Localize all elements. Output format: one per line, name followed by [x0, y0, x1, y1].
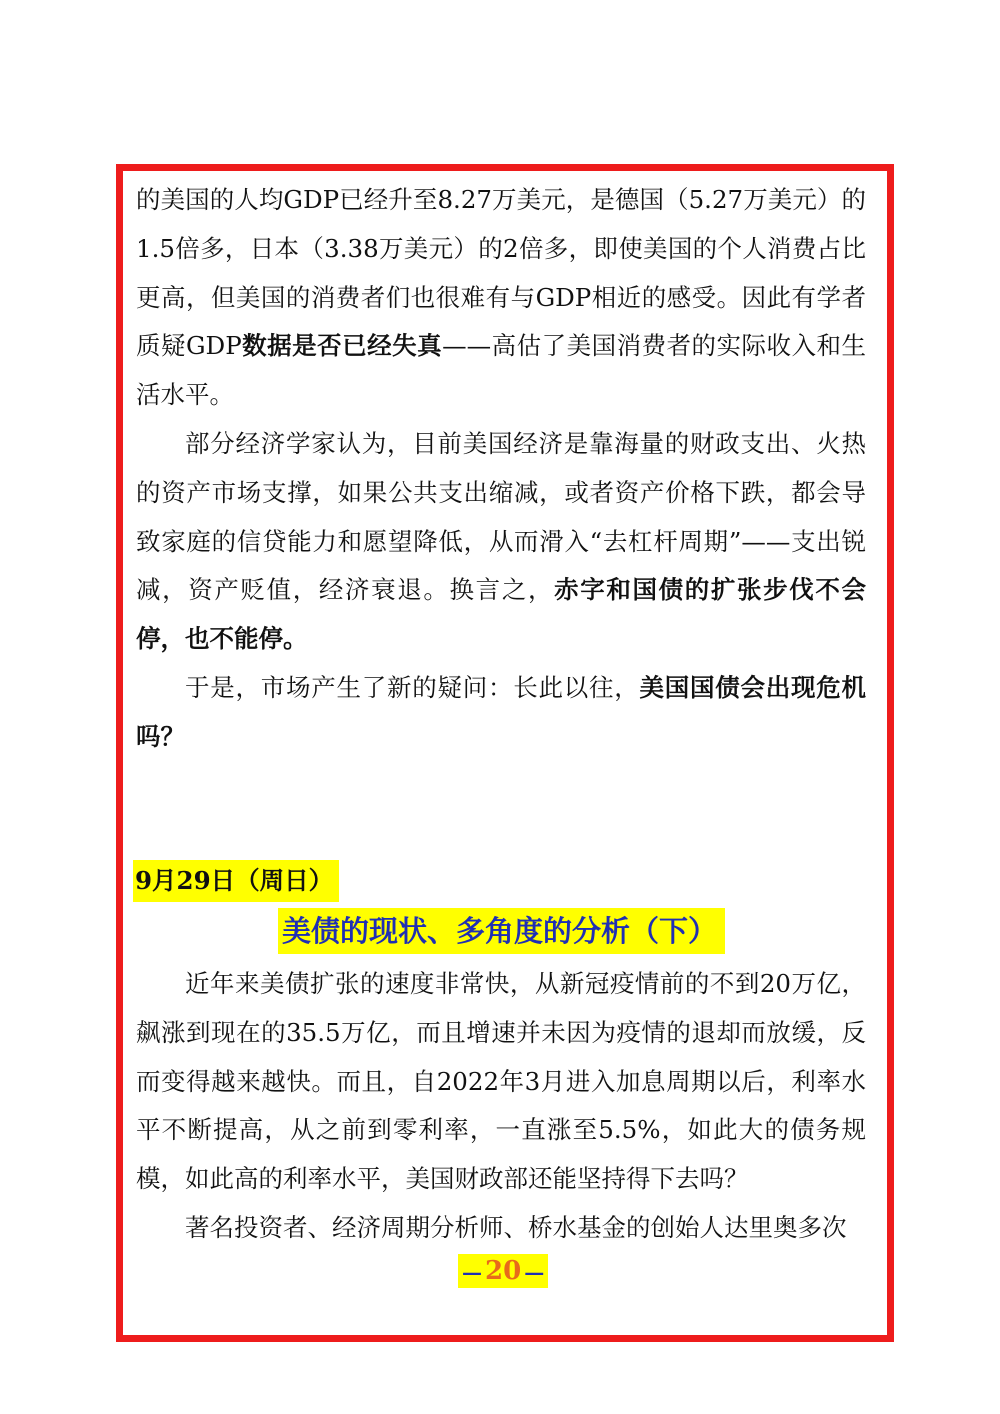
bottom-text-block: [136, 960, 866, 1253]
date-heading: 9月29日（周日）: [133, 860, 339, 902]
paragraph-text: 的美国的人均GDP已经升至8.27万美元，是德国（5.27万美元）的1.5倍多，日本（3.38万美元）的2倍多，即使美国的个人消费占比更高，但美国的消费者们也很难有与GDP相近的感受。因此有学者质疑GDP: [136, 185, 866, 361]
page-number-value: 20: [485, 1256, 522, 1286]
paragraph-economists: [136, 420, 866, 664]
top-text-block: [136, 176, 866, 762]
paragraph-text: 部分经济学家认为，目前美国经济是靠海量的财政支出、火热的资产市场支撑，如果公共支出缩减，或者资产价格下跌，都会导致家庭的信贷能力和愿望降低，从而滑入“去杠杆周期”——支出锐减，资产贬值，经济衰退。换言之，: [136, 428, 866, 605]
page-number: [458, 1254, 548, 1288]
page-number-dash-left: —: [462, 1260, 482, 1284]
paragraph-bold-text: 数据是否已经失真: [241, 331, 443, 361]
paragraph-bold-text: 美国国债会出现危机吗？: [136, 672, 866, 751]
article-title: 美债的现状、多角度的分析（下）: [278, 908, 725, 954]
paragraph-debt-growth: 近年来美债扩张的速度非常快，从新冠疫情前的不到20万亿，飙涨到现在的35.5万亿，而且增速并未因为疫情的退却而放缓，反而变得越来越快。而且，自2022年3月进入加息周期以后，利率水平不断提高，从之前到零利率，一直涨至5.5%，如此大的债务规模，如此高的利率水平，美国财政部还能坚持得下去吗？: [136, 969, 866, 1194]
paragraph-gdp: [136, 176, 866, 420]
paragraph-text: ——高估了美国消费者的实际收入和生活水平。: [136, 331, 867, 410]
page-number-dash-right: —: [524, 1260, 545, 1284]
paragraph-dalio: 著名投资者、经济周期分析师、桥水基金的创始人达里奥多次: [185, 1212, 847, 1242]
paragraph-bold-text: 赤字和国债的扩张步伐不会停，也不能停。: [136, 575, 867, 654]
paragraph-question: [136, 664, 866, 762]
paragraph-text: 于是，市场产生了新的疑问：长此以往，: [185, 672, 640, 702]
